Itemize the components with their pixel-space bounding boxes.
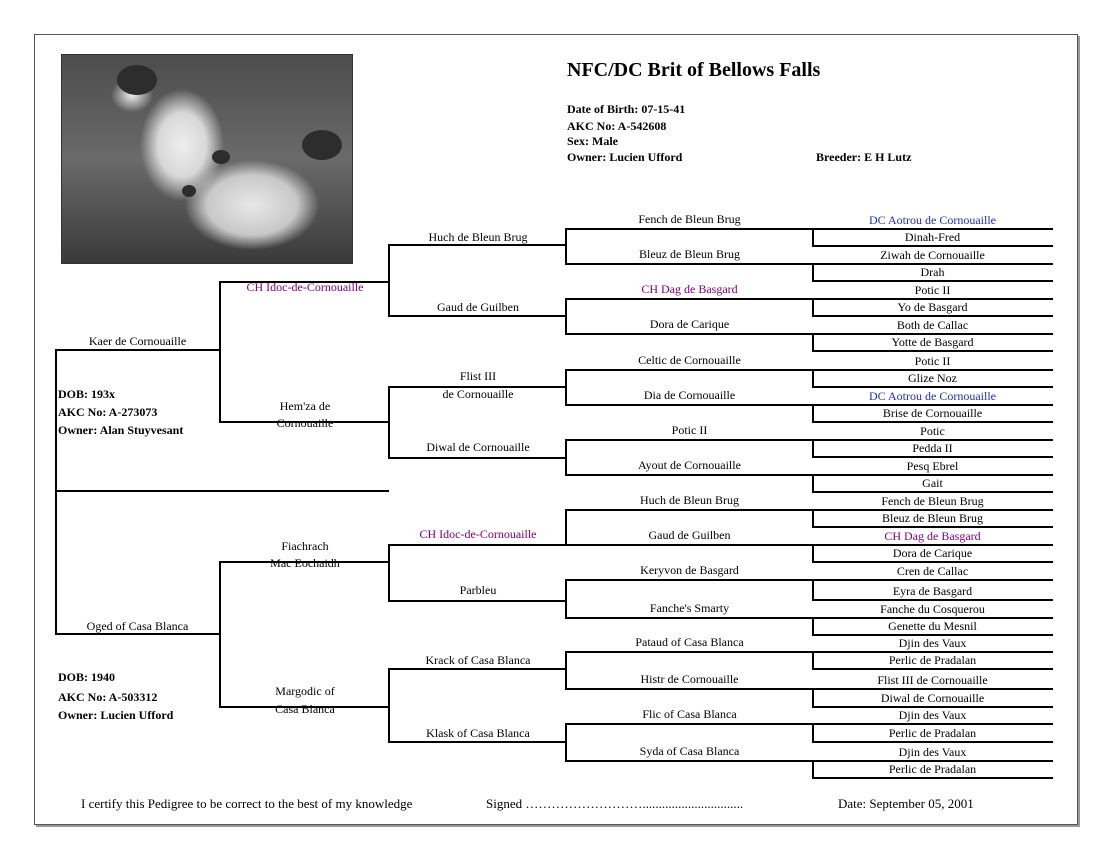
gen4-line: [566, 651, 813, 653]
gen4-line: [566, 263, 813, 265]
gen5-name: Dinah-Fred: [904, 230, 961, 244]
gen5-bracket: [812, 439, 814, 458]
gen5-line: [812, 741, 1053, 743]
gen5-name: DC Aotrou de Cornouaille: [869, 389, 996, 403]
gen5-bracket: [812, 333, 814, 352]
gen5-name: Brise de Cornouaille: [882, 406, 983, 420]
center-line: [55, 490, 389, 492]
gen5-name: Perlic de Pradalan: [888, 653, 977, 667]
gen5-name: Pedda II: [912, 441, 953, 455]
subject-sex: Sex: Male: [567, 134, 618, 148]
gen4-name: Syda of Casa Blanca: [639, 744, 740, 758]
gen5-name: Ziwah de Cornouaille: [880, 248, 985, 262]
gen5-line: [812, 599, 1053, 601]
gen4-line: [566, 298, 813, 300]
gen5-line: [812, 386, 1053, 388]
gen4-name: Pataud of Casa Blanca: [635, 635, 744, 649]
gen4-bracket: [565, 228, 567, 265]
gen5-line: [812, 280, 1053, 282]
gen5-bracket: [812, 509, 814, 528]
dam-line: [55, 633, 220, 635]
gen5-line: [812, 315, 1053, 317]
gen1-bracket: [55, 349, 57, 635]
gen4-line: [566, 369, 813, 371]
gen5-name: Djin des Vaux: [898, 636, 967, 650]
gen5-bracket: [812, 760, 814, 779]
gen5-name: Djin des Vaux: [898, 708, 967, 722]
gen4-line: [566, 509, 813, 511]
subject-breeder: Breeder: E H Lutz: [816, 150, 912, 164]
gen2-name-line2: Cornouaille: [276, 416, 334, 430]
gen2-name: Margodic of: [275, 684, 335, 698]
gen3-line: [389, 600, 567, 602]
gen3-bracket: [388, 668, 390, 743]
gen5-bracket: [812, 404, 814, 423]
gen4-line: [566, 228, 813, 230]
gen2-name-line2: Mac Eochaidh: [270, 556, 340, 570]
gen5-bracket: [812, 688, 814, 708]
dam-name: Oged of Casa Blanca: [86, 619, 189, 633]
gen5-name: Drah: [920, 265, 945, 279]
gen5-name: Potic: [920, 424, 945, 438]
gen5-name: Perlic de Pradalan: [888, 726, 977, 740]
dam-owner: Owner: Lucien Ufford: [58, 708, 174, 722]
gen5-name: Potic II: [914, 283, 951, 297]
gen4-line: [566, 579, 813, 581]
gen4-name: Ayout de Cornouaille: [638, 458, 741, 472]
gen5-bracket: [812, 723, 814, 743]
gen3-line: [389, 457, 567, 459]
subject-owner: Owner: Lucien Ufford: [567, 150, 683, 164]
dam-akc: AKC No: A-503312: [58, 690, 158, 704]
gen4-line: [566, 723, 813, 725]
gen4-name: Celtic de Cornouaille: [638, 353, 741, 367]
gen4-line: [566, 617, 813, 619]
gen4-line: [566, 544, 813, 546]
gen3-name: Klask of Casa Blanca: [426, 726, 530, 740]
gen3-line: [389, 544, 567, 546]
gen4-bracket: [565, 723, 567, 762]
gen4-line: [566, 474, 813, 476]
gen5-line: [812, 491, 1053, 493]
gen2-name: CH Idoc-de-Cornouaille: [246, 280, 364, 294]
gen2-name: Hem'za de: [279, 399, 331, 413]
gen5-line: [812, 526, 1053, 528]
gen3-bracket: [388, 544, 390, 602]
gen4-line: [566, 688, 813, 690]
gen4-line: [566, 333, 813, 335]
gen2-name-line2: Casa Blanca: [275, 702, 335, 716]
gen5-name: Cren de Callac: [896, 564, 969, 578]
gen3-bracket: [388, 386, 390, 459]
gen5-name: Fanche du Cosquerou: [880, 602, 985, 616]
gen3-line: [389, 741, 567, 743]
gen5-bracket: [812, 544, 814, 563]
gen4-bracket: [565, 439, 567, 476]
gen4-line: [566, 439, 813, 441]
gen5-name: Flist III de Cornouaille: [877, 673, 988, 687]
gen5-name: Fench de Bleun Brug: [881, 494, 984, 508]
gen5-bracket: [812, 298, 814, 317]
dog-photo: [61, 54, 353, 264]
gen5-name: Diwal de Cornouaille: [880, 691, 985, 705]
gen5-bracket: [812, 369, 814, 388]
gen4-bracket: [565, 651, 567, 690]
page-title: NFC/DC Brit of Bellows Falls: [567, 59, 821, 81]
signature-line: Signed ………………………...............................: [486, 796, 744, 811]
gen5-name: DC Aotrou de Cornouaille: [869, 213, 996, 227]
gen5-name: Perlic de Pradalan: [888, 762, 977, 776]
gen5-name: Glize Noz: [908, 371, 957, 385]
gen5-bracket: [812, 579, 814, 601]
sire-owner: Owner: Alan Stuyvesant: [58, 423, 184, 437]
gen5-line: [812, 688, 1053, 690]
gen3-name-line2: de Cornouaille: [442, 387, 514, 401]
gen5-line: [812, 456, 1053, 458]
gen4-name: Dora de Carique: [649, 317, 730, 331]
gen5-name: Genette du Mesnil: [888, 619, 977, 633]
gen4-name: CH Dag de Basgard: [641, 282, 738, 296]
gen5-name: Both de Callac: [896, 318, 969, 332]
gen4-bracket: [565, 509, 567, 546]
gen5-name: Yotte de Basgard: [891, 335, 974, 349]
sire-dob: DOB: 193x: [58, 387, 115, 401]
gen5-line: [812, 421, 1053, 423]
certify-text: I certify this Pedigree to be correct to the best of my knowledge: [81, 796, 413, 811]
gen4-name: Potic II: [671, 423, 708, 437]
gen5-line: [812, 668, 1053, 670]
gen4-bracket: [565, 369, 567, 406]
gen5-bracket: [812, 617, 814, 636]
gen5-line: [812, 350, 1053, 352]
gen4-name: Gaud de Guilben: [648, 528, 731, 542]
gen5-name: Djin des Vaux: [898, 745, 967, 759]
gen4-bracket: [565, 298, 567, 335]
sire-akc: AKC No: A-273073: [58, 405, 158, 419]
gen4-name: Keryvon de Basgard: [640, 563, 739, 577]
gen5-line: [812, 777, 1053, 779]
date-text: Date: September 05, 2001: [838, 796, 974, 811]
gen4-bracket: [565, 579, 567, 619]
gen2-name: Fiachrach: [281, 539, 329, 553]
gen3-name: Diwal de Cornouaille: [426, 440, 530, 454]
gen4-name: Bleuz de Bleun Brug: [639, 247, 740, 261]
gen5-name: Potic II: [914, 354, 951, 368]
gen3-name: Gaud de Guilben: [437, 300, 519, 314]
gen2-bracket-sire: [219, 281, 221, 423]
gen4-name: Fanche's Smarty: [649, 601, 730, 615]
gen3-bracket: [388, 244, 390, 317]
gen5-line: [812, 723, 1053, 725]
gen5-line: [812, 579, 1053, 581]
gen3-line: [389, 244, 567, 246]
gen2-bracket-dam: [219, 561, 221, 708]
gen5-name: Eyra de Basgard: [892, 584, 973, 598]
gen4-name: Histr de Cornouaille: [640, 672, 739, 686]
gen5-bracket: [812, 263, 814, 282]
gen4-name: Flic of Casa Blanca: [642, 707, 737, 721]
gen5-line: [812, 245, 1053, 247]
gen5-name: CH Dag de Basgard: [884, 529, 981, 543]
gen5-name: Bleuz de Bleun Brug: [882, 511, 983, 525]
gen5-bracket: [812, 651, 814, 670]
subject-akc: AKC No: A-542608: [567, 119, 667, 133]
gen5-name: Gait: [922, 476, 943, 490]
gen4-line: [566, 404, 813, 406]
gen4-name: Dia de Cornouaille: [643, 388, 736, 402]
gen3-name: Krack of Casa Blanca: [425, 653, 531, 667]
gen3-line: [389, 315, 567, 317]
gen5-name: Pesq Ebrel: [906, 459, 959, 473]
gen4-name: Fench de Bleun Brug: [638, 212, 741, 226]
gen3-name: CH Idoc-de-Cornouaille: [419, 527, 537, 541]
gen3-name: Flist III: [459, 369, 497, 383]
gen4-line: [566, 760, 813, 762]
gen3-line: [389, 668, 567, 670]
gen5-name: Yo de Basgard: [897, 300, 968, 314]
gen3-name: Parbleu: [459, 583, 497, 597]
gen3-name: Huch de Bleun Brug: [428, 230, 528, 244]
gen5-line: [812, 561, 1053, 563]
gen5-bracket: [812, 228, 814, 247]
gen5-name: Dora de Carique: [892, 546, 973, 560]
sire-name: Kaer de Cornouaille: [88, 334, 187, 348]
subject-dob: Date of Birth: 07-15-41: [567, 102, 686, 116]
sire-line: [55, 349, 220, 351]
gen4-name: Huch de Bleun Brug: [640, 493, 739, 507]
dam-dob: DOB: 1940: [58, 670, 115, 684]
gen5-bracket: [812, 474, 814, 493]
